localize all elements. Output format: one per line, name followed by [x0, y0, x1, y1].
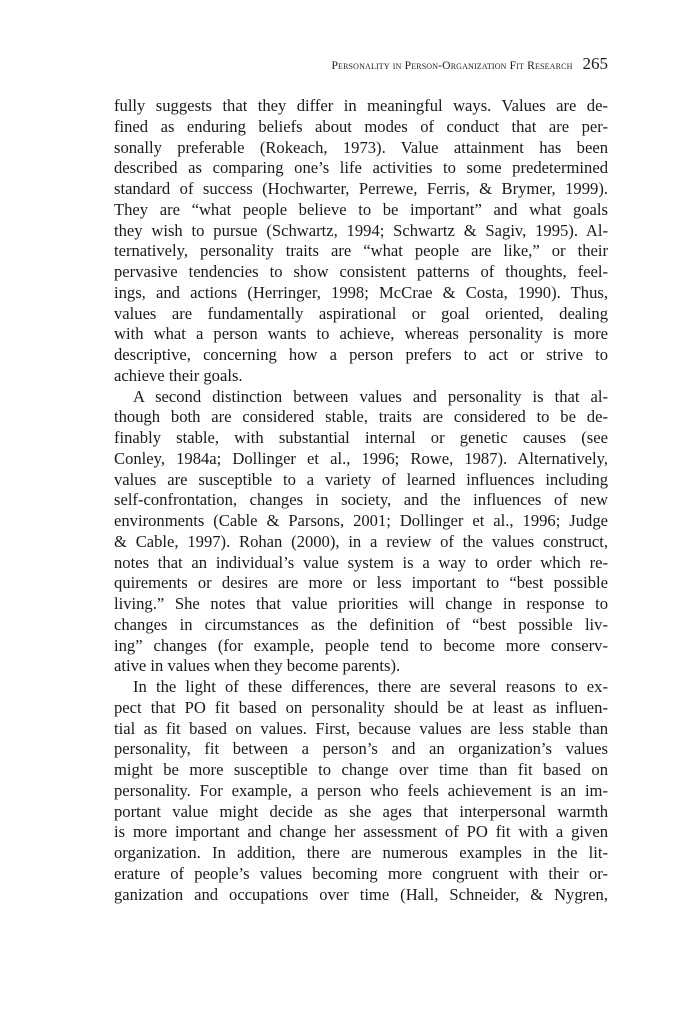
text-line: fined as enduring beliefs about modes of conduct that are per- — [114, 116, 608, 136]
text-line: ing” changes (for example, people tend to become more conserv- — [114, 635, 608, 655]
paragraph-end-line: achieve their goals. — [114, 365, 243, 385]
text-line: They are “what people believe to be important” and what goals — [114, 199, 608, 219]
text-line: sonally preferable (Rokeach, 1973). Value attainment has been — [114, 137, 608, 157]
running-head — [114, 54, 608, 78]
paragraph-start-line: A second distinction between values and personality is that al- — [133, 386, 608, 406]
text-line: tial as fit based on values. First, because values are less stable than — [114, 718, 608, 738]
running-title: Personality in Person-Organization Fit Research — [331, 59, 573, 72]
text-line: ings, and actions (Herringer, 1998; McCrae & Costa, 1990). Thus, — [114, 282, 608, 302]
text-line: standard of success (Hochwarter, Perrewe, Ferris, & Brymer, 1999). — [114, 179, 608, 198]
text-line: living.” She notes that value priorities will change in response to — [114, 594, 608, 613]
text-line: pervasive tendencies to show consistent patterns of thoughts, feel- — [114, 262, 608, 281]
text-line: changes in circumstances as the definition of “best possible liv- — [114, 614, 608, 634]
text-line: fully suggests that they differ in meaningful ways. Values are de- — [114, 96, 608, 115]
text-line: ganization and occupations over time (Hall, Schneider, & Nygren, — [114, 884, 608, 904]
text-line: descriptive, concerning how a person prefers to act or strive to — [114, 345, 608, 364]
text-line: environments (Cable & Parsons, 2001; Dollinger et al., 1996; Judge — [114, 511, 608, 530]
paragraph-end-line: ative in values when they become parents). — [114, 656, 401, 676]
paragraph-start-line: In the light of these differences, there are several reasons to ex- — [133, 677, 608, 696]
text-line: values are fundamentally aspirational or goal oriented, dealing — [114, 303, 608, 323]
text-line: & Cable, 1997). Rohan (2000), in a review of the values construct, — [114, 531, 608, 551]
text-line: personality. For example, a person who feels achievement is an im- — [114, 780, 608, 800]
text-line: portant value might decide as she ages that interpersonal warmth — [114, 801, 608, 821]
text-line: values are susceptible to a variety of learned influences including — [114, 469, 608, 489]
text-line: Conley, 1984a; Dollinger et al., 1996; Rowe, 1987). Alternatively, — [114, 448, 608, 468]
text-line: personality, fit between a person’s and an organization’s values — [114, 739, 608, 759]
text-line: might be more susceptible to change over time than fit based on — [114, 760, 608, 779]
text-line: described as comparing one’s life activities to some predetermined — [114, 158, 608, 178]
text-line: finably stable, with substantial internal or genetic causes (see — [114, 428, 608, 447]
text-line: notes that an individual’s value system is a way to order which re- — [114, 552, 608, 572]
page-number: 265 — [582, 54, 608, 73]
text-line: erature of people’s values becoming more congruent with their or- — [114, 863, 608, 883]
text-line: they wish to pursue (Schwartz, 1994; Schwartz & Sagiv, 1995). Al- — [114, 220, 608, 240]
text-line: organization. In addition, there are numerous examples in the lit- — [114, 843, 608, 862]
text-line: is more important and change her assessment of PO fit with a given — [114, 822, 608, 842]
text-line: ternatively, personality traits are “what people are like,” or their — [114, 241, 608, 261]
text-line: self-confrontation, changes in society, and the influences of new — [114, 490, 608, 510]
text-line: pect that PO fit based on personality should be at least as influen- — [114, 697, 608, 717]
text-line: with what a person wants to achieve, whereas personality is more — [114, 324, 608, 344]
body-text — [114, 96, 608, 905]
text-line: quirements or desires are more or less important to “best possible — [114, 573, 608, 593]
text-line: though both are considered stable, traits are considered to be de- — [114, 407, 608, 427]
